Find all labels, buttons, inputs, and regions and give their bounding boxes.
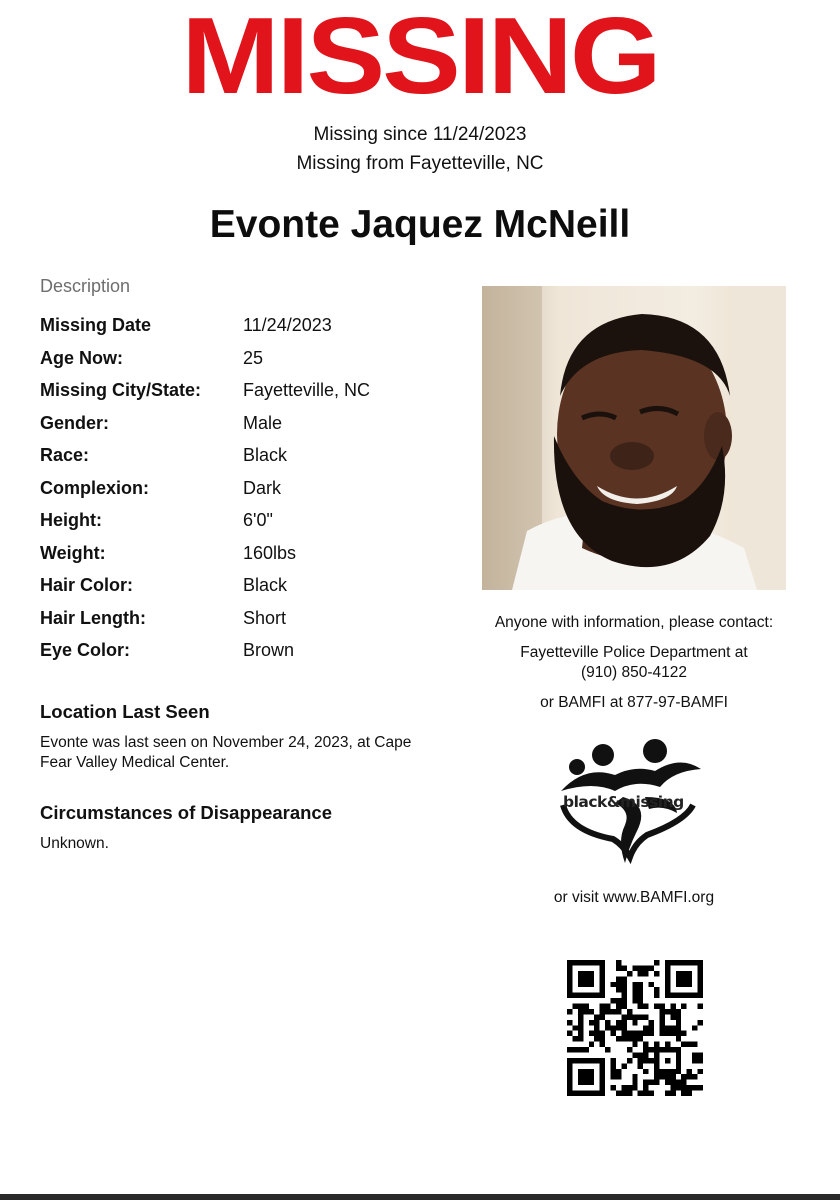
qr-code-icon <box>567 960 703 1096</box>
detail-row-hair-length <box>40 605 440 638</box>
detail-row-eye-color <box>40 637 440 670</box>
detail-label: Race: <box>40 445 90 465</box>
qr-code-graphic <box>567 960 703 1096</box>
detail-row-city-state <box>40 377 440 410</box>
location-last-seen-title: Location Last Seen <box>40 701 210 722</box>
person-photo-illustration <box>482 286 786 590</box>
detail-label: Age Now: <box>40 347 123 368</box>
detail-label: Height: <box>40 510 102 530</box>
bottom-border <box>0 1194 840 1200</box>
missing-headline: MISSING <box>181 0 659 118</box>
detail-row-height <box>40 507 440 540</box>
detail-value: Black <box>243 575 288 595</box>
detail-value: 11/24/2023 <box>243 315 332 335</box>
detail-row-complexion <box>40 475 440 508</box>
detail-row-age <box>40 345 440 378</box>
contact-bamfi: or BAMFI at 877-97-BAMFI <box>540 694 728 711</box>
person-name: Evonte Jaquez McNeill <box>209 203 631 246</box>
person-photo <box>482 286 786 590</box>
detail-row-weight <box>40 540 440 573</box>
detail-value: Fayetteville, NC <box>243 380 371 400</box>
black-and-missing-logo <box>555 735 705 865</box>
missing-from: Missing from Fayetteville, NC <box>296 153 544 174</box>
detail-row-hair-color <box>40 572 440 605</box>
detail-label: Hair Color: <box>40 575 134 595</box>
detail-label: Complexion: <box>40 477 150 498</box>
circumstances-text: Unknown. <box>40 835 109 852</box>
detail-label: Eye Color: <box>40 640 131 660</box>
contact-prompt: Anyone with information, please contact: <box>494 614 774 631</box>
detail-value: 25 <box>243 347 264 368</box>
circumstances-title: Circumstances of Disappearance <box>40 802 333 823</box>
contact-website: or visit www.BAMFI.org <box>553 889 715 906</box>
detail-row-missing-date <box>40 312 440 345</box>
detail-value: Short <box>243 607 287 628</box>
description-table <box>40 312 440 670</box>
detail-value: 160lbs <box>243 542 297 563</box>
location-last-seen-text: Evonte was last seen on November 24, 2023, at Cape Fear Valley Medical Center. <box>40 734 412 771</box>
detail-value: 6'0" <box>243 510 273 530</box>
detail-value: Male <box>243 412 283 433</box>
description-heading: Description <box>40 276 131 296</box>
detail-value: Dark <box>243 477 282 498</box>
detail-label: Gender: <box>40 412 110 433</box>
detail-row-gender <box>40 410 440 443</box>
contact-phone: (910) 850-4122 <box>581 664 687 681</box>
detail-label: Hair Length: <box>40 607 146 628</box>
detail-label: Weight: <box>40 542 106 563</box>
detail-row-race <box>40 442 440 475</box>
detail-value: Brown <box>243 640 295 660</box>
detail-label: Missing City/State: <box>40 380 202 400</box>
detail-value: Black <box>243 445 288 465</box>
detail-label: Missing Date <box>40 315 152 335</box>
logo-text: black&missing <box>563 793 684 811</box>
missing-since: Missing since 11/24/2023 <box>313 124 527 145</box>
contact-agency: Fayetteville Police Department at <box>520 644 748 661</box>
